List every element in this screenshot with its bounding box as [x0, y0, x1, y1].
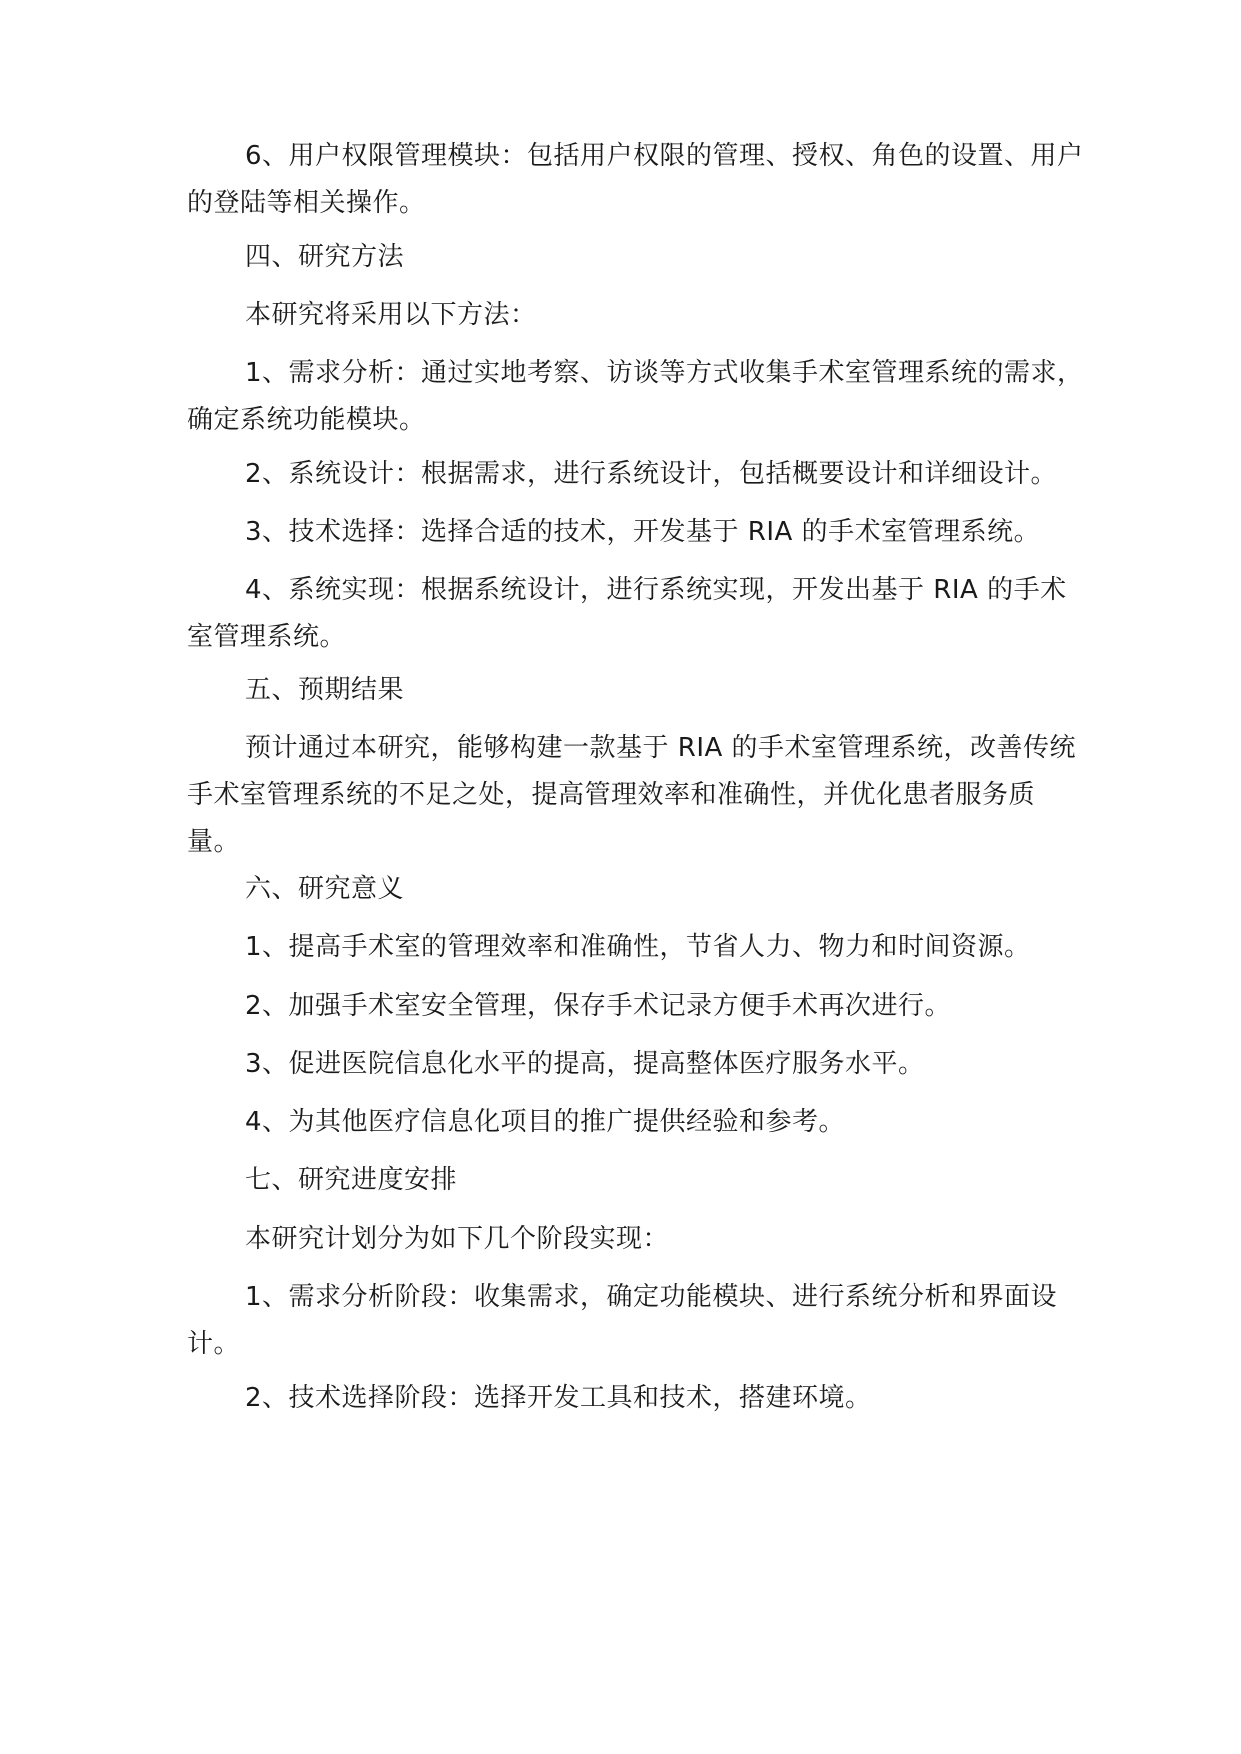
paragraph-method-requirements: 1、需求分析：通过实地考察、访谈等方式收集手术室管理系统的需求，确定系统功能模块。 [187, 358, 1084, 435]
paragraph-significance-3: 3、促进医院信息化水平的提高，提高整体医疗服务水平。 [245, 1049, 925, 1079]
heading-research-significance: 六、研究意义 [245, 874, 405, 904]
paragraph-user-permission-module: 6、用户权限管理模块：包括用户权限的管理、授权、角色的设置、用户的登陆等相关操作。 [187, 141, 1084, 218]
paragraph-significance-1: 1、提高手术室的管理效率和准确性，节省人力、物力和时间资源。 [245, 932, 1031, 962]
heading-research-methods: 四、研究方法 [245, 242, 405, 272]
paragraph-method-design: 2、系统设计：根据需求，进行系统设计，包括概要设计和详细设计。 [245, 459, 1058, 489]
paragraph-schedule-intro: 本研究计划分为如下几个阶段实现： [245, 1224, 670, 1254]
paragraph-schedule-phase-1: 1、需求分析阶段：收集需求，确定功能模块、进行系统分析和界面设计。 [187, 1282, 1058, 1359]
paragraph-method-technology: 3、技术选择：选择合适的技术，开发基于 RIA 的手术室管理系统。 [245, 517, 1041, 547]
paragraph-schedule-phase-2: 2、技术选择阶段：选择开发工具和技术，搭建环境。 [245, 1383, 872, 1413]
paragraph-methods-intro: 本研究将采用以下方法： [245, 300, 537, 330]
paragraph-significance-2: 2、加强手术室安全管理，保存手术记录方便手术再次进行。 [245, 991, 952, 1021]
heading-expected-results: 五、预期结果 [245, 675, 405, 705]
paragraph-expected-results: 预计通过本研究，能够构建一款基于 RIA 的手术室管理系统，改善传统手术室管理系统的不足之处，提高管理效率和准确性，并优化患者服务质量。 [187, 733, 1077, 857]
paragraph-significance-4: 4、为其他医疗信息化项目的推广提供经验和参考。 [245, 1107, 846, 1137]
paragraph-method-implementation: 4、系统实现：根据系统设计，进行系统实现，开发出基于 RIA 的手术室管理系统。 [187, 575, 1067, 652]
heading-research-schedule: 七、研究进度安排 [245, 1165, 458, 1195]
